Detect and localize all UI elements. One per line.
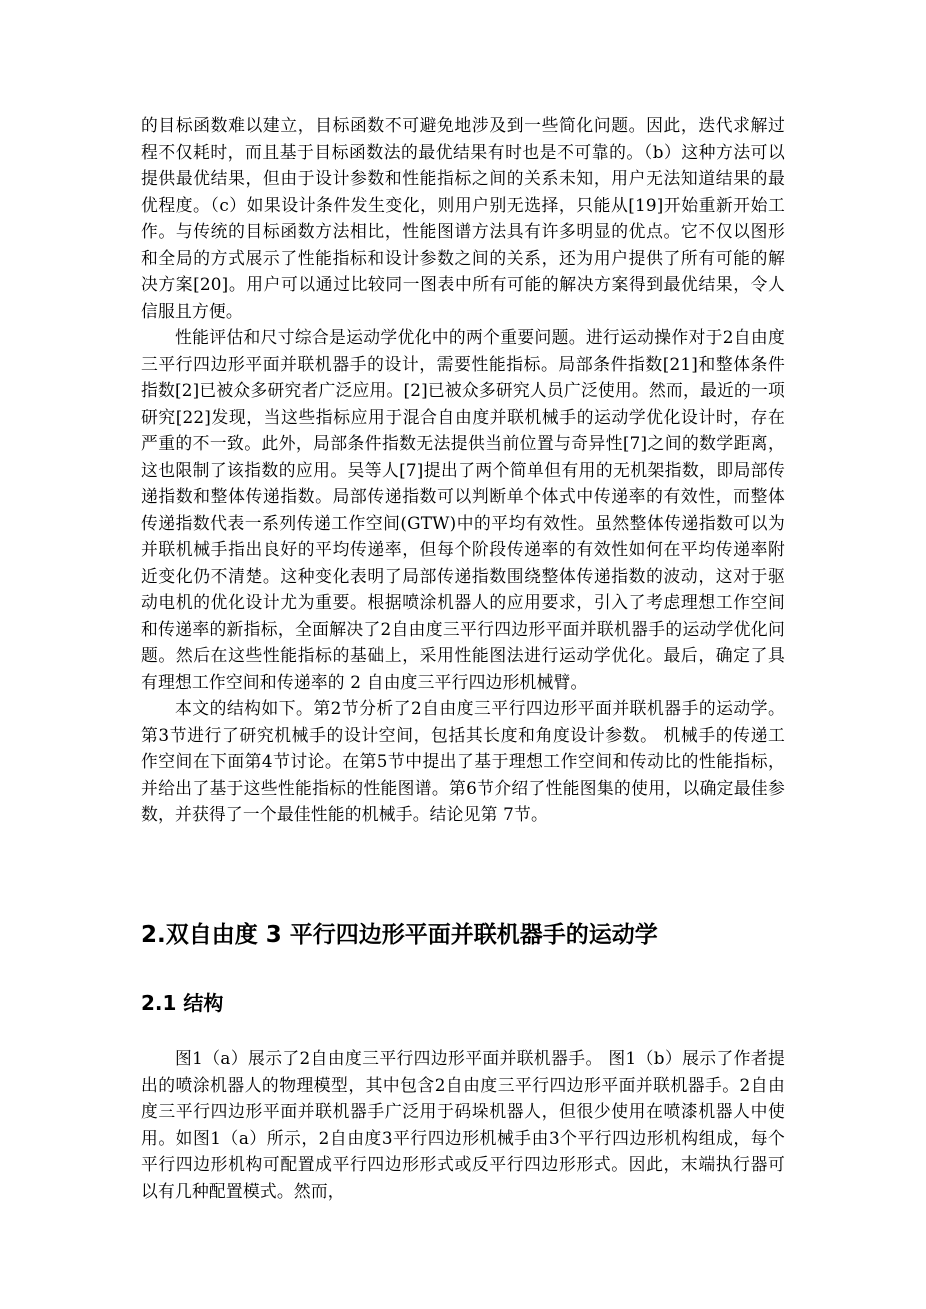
intro-paragraph-3: 本文的结构如下。第2节分析了2自由度三平行四边形平面并联机器手的运动学。第3节进行了研究机械手的设计空间，包括其长度和角度设计参数。 机械手的传递工作空间在下面第4节讨论。在第5节中提出了基于理想工作空间和传动比的性能指标，并给出了基于这些性能指标的性能图谱。第6节介绍了性能图集的使用，以确定最佳参数，并获得了一个最佳性能的机械手。结论见第 7节。: [141, 698, 785, 824]
section-body: [141, 1045, 785, 1204]
section-heading: 2.双自由度 3 平行四边形平面并联机器手的运动学: [141, 922, 658, 948]
intro-paragraph-2: 性能评估和尺寸综合是运动学优化中的两个重要问题。进行运动操作对于2自由度三平行四边形平面并联机器手的设计，需要性能指标。局部条件指数[21]和整体条件指数[2]已被众多研究者广泛应用。[2]已被众多研究人员广泛使用。然而，最近的一项研究[22]发现，当这些指标应用于混合自由度并联机械手的运动学优化设计时，存在严重的不一致。此外，局部条件指数无法提供当前位置与奇异性[7]之间的数学距离，这也限制了该指数的应用。吴等人[7]提出了两个简单但有用的无机架指数，即局部传递指数和整体传递指数。局部传递指数可以判断单个体式中传递率的有效性，而整体传递指数代表一系列传递工作空间(GTW)中的平均有效性。虽然整体传递指数可以为并联机械手指出良好的平均传递率，但每个阶段传递率的有效性如何在平均传递率附近变化仍不清楚。这种变化表明了局部传递指数围绕整体传递指数的波动，这对于驱动电机的优化设计尤为重要。根据喷涂机器人的应用要求，引入了考虑理想工作空间和传递率的新指标，全面解决了2自由度三平行四边形平面并联机器手的运动学优化问题。然后在这些性能指标的基础上，采用性能图法进行运动学优化。最后，确定了具有理想工作空间和传递率的 2 自由度三平行四边形机械臂。: [141, 327, 785, 692]
intro-paragraph-1: 的目标函数难以建立，目标函数不可避免地涉及到一些简化问题。因此，迭代求解过程不仅耗时，而且基于目标函数法的最优结果有时也是不可靠的。（b）这种方法可以提供最优结果，但由于设计参数和性能指标之间的关系未知，用户无法知道结果的最优程度。（c）如果设计条件发生变化，则用户别无选择，只能从[19]开始重新开始工作。与传统的目标函数方法相比，性能图谱方法具有许多明显的优点。它不仅以图形和全局的方式展示了性能指标和设计参数之间的关系，还为用户提供了所有可能的解决方案[20]。用户可以通过比较同一图表中所有可能的解决方案得到最优结果，令人信服且方便。: [141, 115, 785, 321]
intro-body: [141, 112, 785, 828]
subsection-heading: 2.1 结构: [141, 991, 224, 1015]
section-paragraph-1: 图1（a）展示了2自由度三平行四边形平面并联机器手。 图1（b）展示了作者提出的喷涂机器人的物理模型，其中包含2自由度三平行四边形平面并联机器手。2自由度三平行四边形平面并联机器手广泛用于码垛机器人，但很少使用在喷漆机器人中使用。如图1（a）所示，2自由度3平行四边形机械手由3个平行四边形机构组成，每个平行四边形机构可配置成平行四边形形式或反平行四边形形式。因此，末端执行器可以有几种配置模式。然而，: [141, 1048, 785, 1201]
